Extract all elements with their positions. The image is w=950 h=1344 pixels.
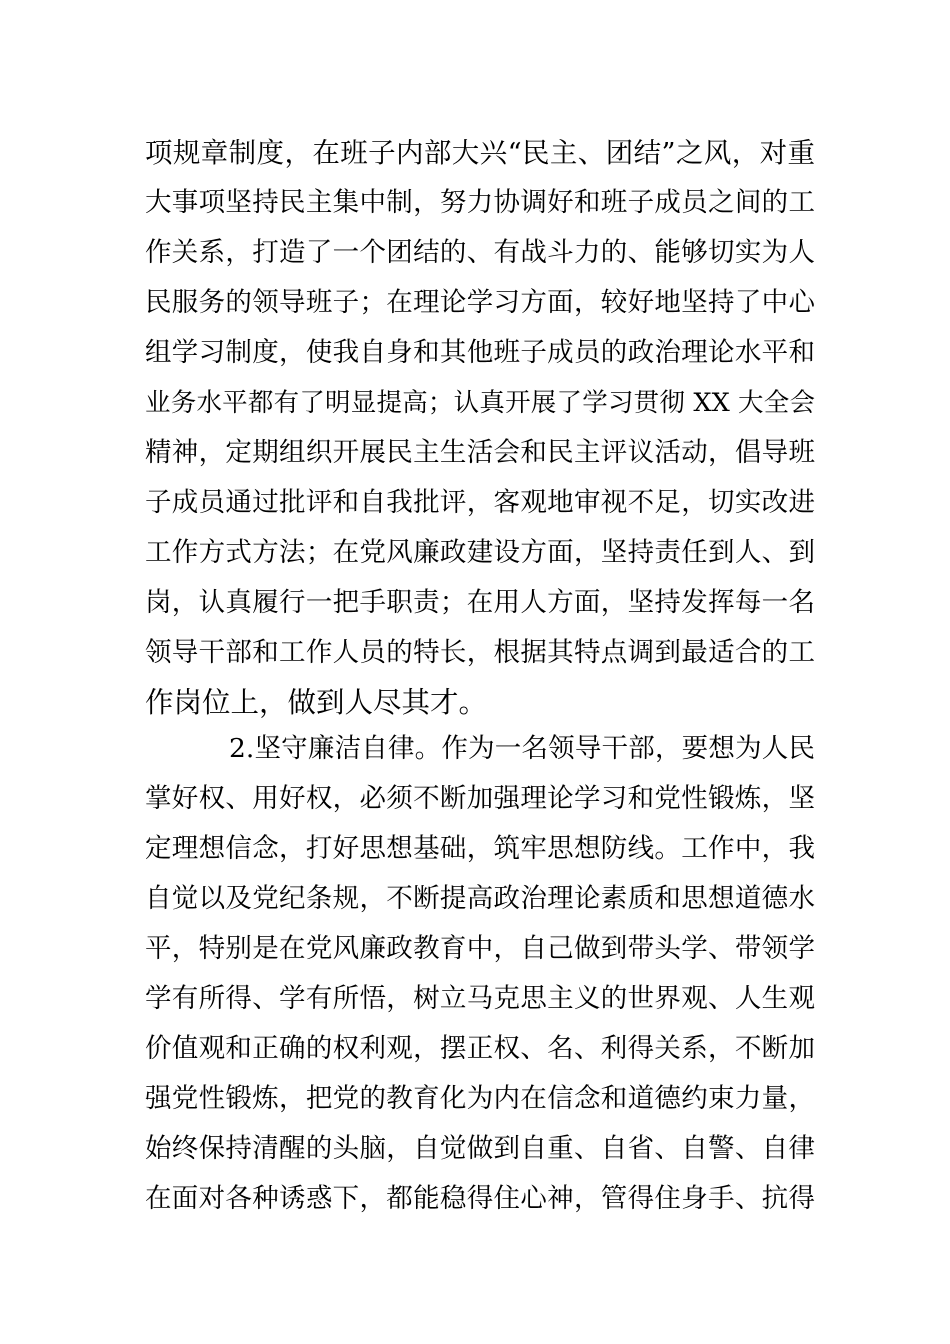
text-line: 民服务的领导班子；在理论学习方面，较好地坚持了中心 bbox=[145, 287, 815, 318]
text-line: 作关系，打造了一个团结的、有战斗力的、能够切实为人 bbox=[145, 237, 815, 268]
text-line: 掌好权、用好权，必须不断加强理论学习和党性锻炼，坚 bbox=[145, 783, 815, 814]
text-line: 在面对各种诱惑下，都能稳得住心神，管得住身手、抗得 bbox=[145, 1183, 815, 1214]
text-line: 项规章制度，在班子内部大兴“民主、团结”之风，对重 bbox=[145, 137, 815, 169]
text-line: 自觉以及党纪条规，不断提高政治理论素质和思想道德水 bbox=[145, 883, 815, 914]
text-line: 子成员通过批评和自我批评，客观地审视不足，切实改进 bbox=[145, 487, 815, 518]
text-line: 岗，认真履行一把手职责；在用人方面，坚持发挥每一名 bbox=[145, 587, 815, 618]
text-line: 领导干部和工作人员的特长，根据其特点调到最适合的工 bbox=[145, 637, 815, 668]
text-line: 大事项坚持民主集中制，努力协调好和班子成员之间的工 bbox=[145, 187, 815, 218]
text-line: 工作方式方法；在党风廉政建设方面，坚持责任到人、到 bbox=[145, 537, 815, 568]
paragraph-end-line: 作岗位上，做到人尽其才。 bbox=[145, 686, 488, 719]
text-line: 始终保持清醒的头脑，自觉做到自重、自省、自警、自律 bbox=[145, 1133, 815, 1164]
text-line: 组学习制度，使我自身和其他班子成员的政治理论水平和 bbox=[145, 337, 815, 368]
text-line: 精神，定期组织开展民主生活会和民主评议活动，倡导班 bbox=[145, 437, 815, 468]
text-line: 定理想信念，打好思想基础，筑牢思想防线。工作中，我 bbox=[145, 833, 815, 864]
paragraph-start-line: 2.坚守廉洁自律。作为一名领导干部，要想为人民 bbox=[229, 733, 815, 764]
text-line: 业务水平都有了明显提高；认真开展了学习贯彻 XX 大全会 bbox=[145, 388, 815, 418]
text-line: 价值观和正确的权利观，摆正权、名、利得关系，不断加 bbox=[145, 1033, 815, 1064]
text-line: 平，特别是在党风廉政教育中，自己做到带头学、带领学 bbox=[145, 933, 815, 964]
text-line: 强党性锻炼，把党的教育化为内在信念和道德约束力量， bbox=[145, 1083, 815, 1114]
text-line: 学有所得、学有所悟，树立马克思主义的世界观、人生观 bbox=[145, 983, 815, 1014]
